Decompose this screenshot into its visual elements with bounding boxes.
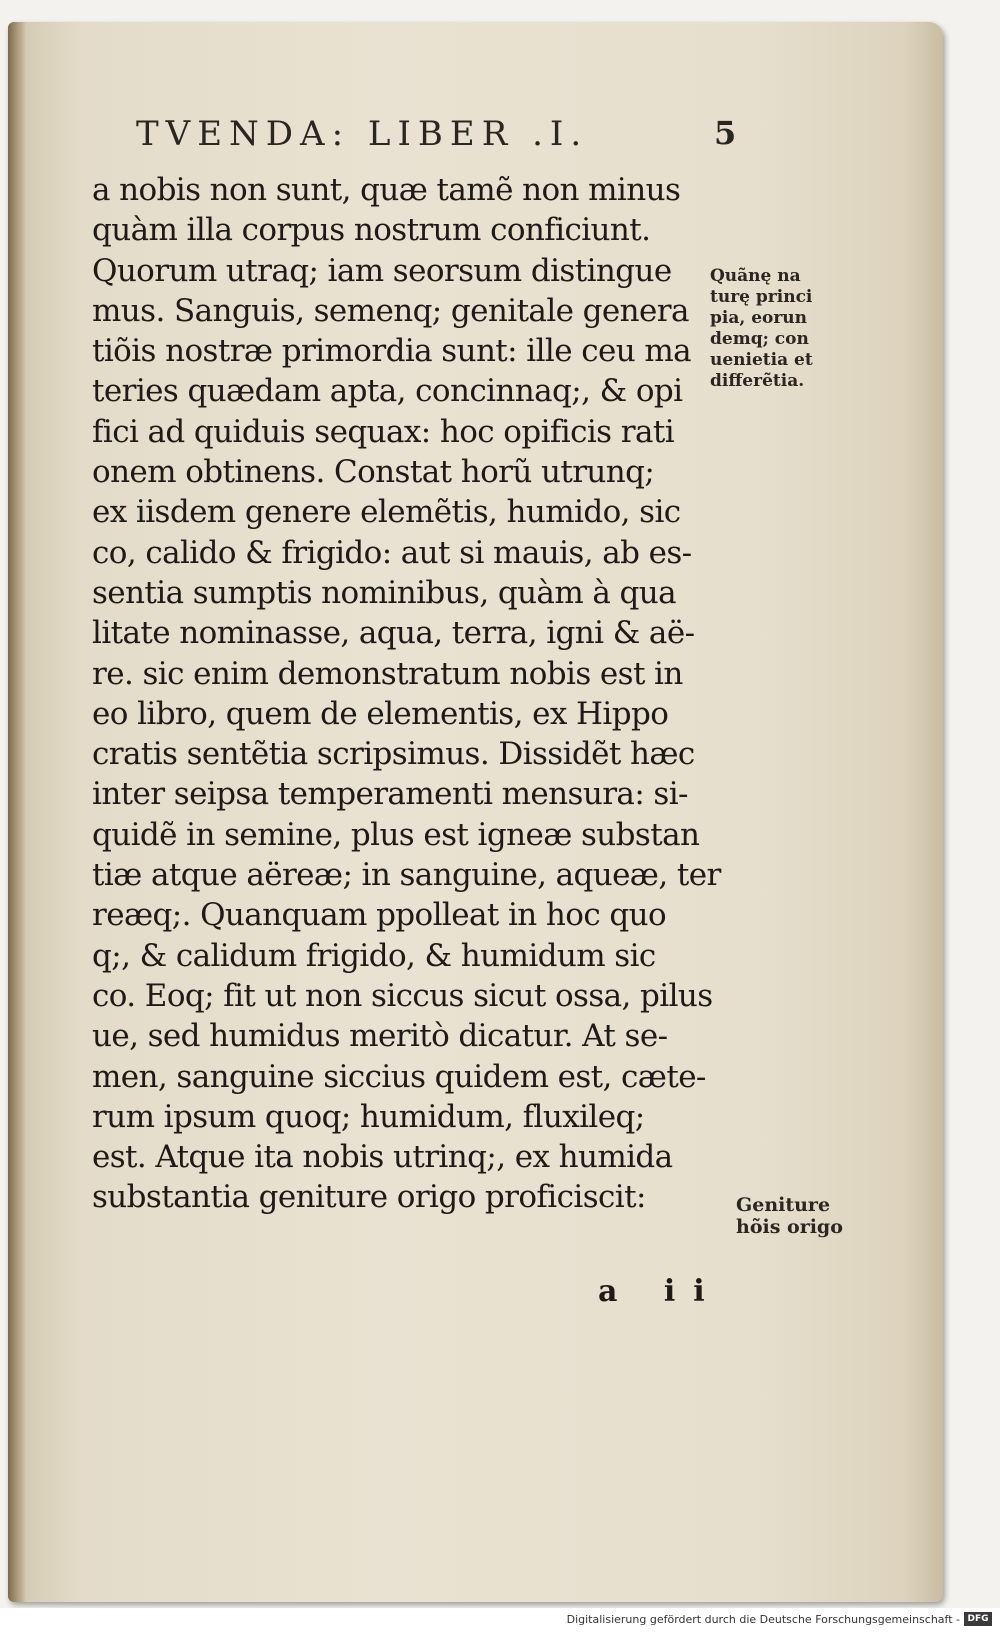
footer-bar: [0, 1608, 1000, 1635]
marginal-note-line: hõis origo: [736, 1216, 843, 1238]
text-line: quàm illa corpus nostrum conficiunt.: [92, 212, 651, 249]
text-line: litate nominasse, aqua, terra, igni & aë-: [92, 615, 695, 652]
funding-credit: Digitalisierung gefördert durch die Deutsche Forschungsgemeinschaft -: [566, 1613, 960, 1626]
text-line: tiõis nostræ primordia sunt: ille ceu ma: [92, 333, 692, 370]
text-line: mus. Sanguis, semenq; genitale genera: [92, 292, 689, 329]
text-line: inter seipsa temperamenti mensura: si-: [92, 776, 688, 813]
book-page: [8, 22, 943, 1602]
text-line: rum ipsum quoq; humidum, fluxileq;: [92, 1098, 645, 1135]
text-line: quidẽ in semine, plus est igneæ substan: [92, 816, 700, 853]
text-line: a nobis non sunt, quæ tamẽ non minus: [92, 172, 681, 208]
text-line: re. sic enim demonstratum nobis est in: [92, 655, 683, 692]
text-line: est. Atque ita nobis utrinq;, ex humida: [92, 1139, 673, 1176]
marginal-note-line: Quãnę na: [710, 266, 801, 286]
marginal-note-line: turę princi: [710, 287, 813, 307]
text-line: onem obtinens. Constat horũ utrunq;: [92, 454, 655, 491]
text-line: co. Eoq; fit ut non siccus sicut ossa, pilus: [92, 977, 713, 1014]
dfg-logo-icon: DFG: [964, 1612, 992, 1626]
marginal-note-origin: [736, 1194, 843, 1238]
marginal-note-principles: [710, 266, 813, 392]
text-line: tiæ atque aëreæ; in sanguine, aqueæ, ter: [92, 857, 721, 894]
marginal-note-line: differẽtia.: [710, 371, 805, 391]
signature-mark: a ii: [598, 1274, 723, 1309]
page-number: 5: [714, 114, 737, 152]
running-title: TVENDA: LIBER .I.: [136, 114, 589, 154]
marginal-note-line: Geniture: [736, 1194, 831, 1216]
text-line: substantia geniture origo proficiscit:: [92, 1179, 646, 1216]
text-line: q;, & calidum frigido, & humidum sic: [92, 937, 656, 974]
text-line: ex iisdem genere elemẽtis, humido, sic: [92, 494, 681, 531]
text-line: reæq;. Quanquam ppolleat in hoc quo: [92, 897, 667, 934]
text-line: men, sanguine siccius quidem est, cæte-: [92, 1058, 706, 1095]
marginal-note-line: uenietia et: [710, 350, 813, 370]
text-line: ue, sed humidus meritò dicatur. At se-: [92, 1018, 668, 1055]
page-header: [136, 114, 776, 166]
text-line: fici ad quiduis sequax: hoc opificis rati: [92, 413, 675, 450]
marginal-note-line: pia, eorun: [710, 308, 808, 328]
marginal-note-line: demq; con: [710, 329, 809, 349]
text-line: cratis sentẽtia scripsimus. Dissidẽt hæc: [92, 736, 695, 773]
text-line: sentia sumptis nominibus, quàm à qua: [92, 574, 676, 611]
text-line: eo libro, quem de elementis, ex Hippo: [92, 695, 669, 732]
text-line: teries quædam apta, concinnaq;, & opi: [92, 373, 683, 410]
main-text-block: [92, 170, 732, 1218]
text-line: Quorum utraq; iam seorsum distingue: [92, 252, 672, 289]
text-line: co, calido & frigido: aut si mauis, ab es-: [92, 534, 692, 571]
page-binding-edge: [8, 22, 26, 1602]
